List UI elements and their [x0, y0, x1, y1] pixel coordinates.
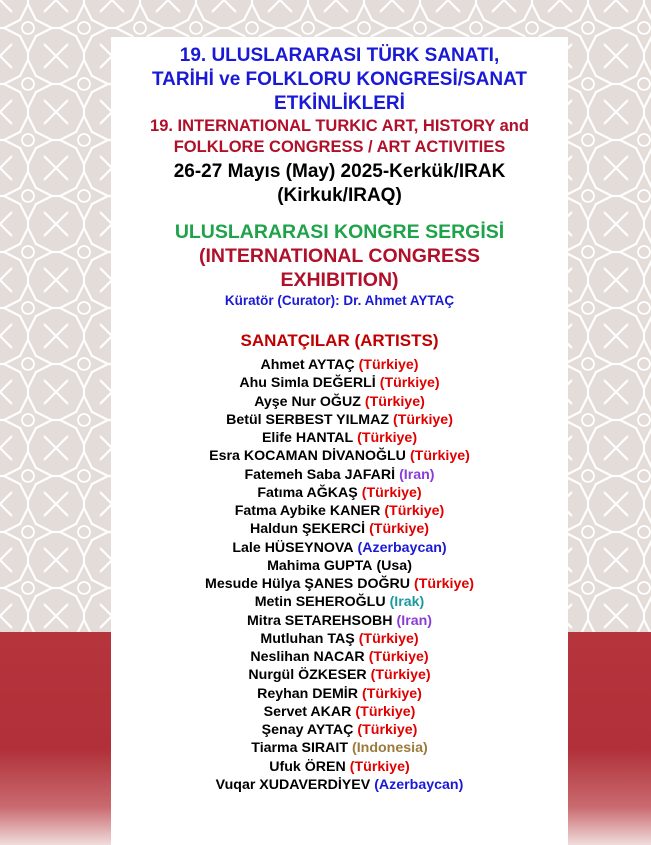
artist-country: (Türkiye)	[414, 576, 474, 592]
exhibition-title-en-line: (INTERNATIONAL CONGRESS	[199, 245, 480, 267]
artist-name: Lale HÜSEYNOVA	[232, 539, 354, 556]
congress-title-tr	[111, 44, 568, 116]
artist-name: Haldun ŞEKERCİ	[249, 521, 366, 538]
curator: Küratör (Curator): Dr. Ahmet AYTAÇ	[224, 293, 455, 308]
artist-item	[111, 466, 568, 484]
artist-item	[111, 703, 568, 721]
artist-country: (Türkiye)	[384, 503, 445, 519]
artist-name: Şenay AYTAÇ	[261, 722, 354, 738]
artist-name: Elife HANTAL	[261, 430, 354, 446]
artist-name: Reyhan DEMİR	[257, 685, 358, 702]
date-place-line: (Kirkuk/IRAQ)	[277, 185, 402, 206]
artist-item	[111, 630, 568, 648]
artist-item	[111, 447, 568, 465]
artist-country: (Azerbaycan)	[357, 539, 447, 556]
artist-name: Ufuk ÖREN	[269, 758, 346, 775]
artist-name: Ayşe Nur OĞUZ	[254, 393, 361, 410]
artist-name: Neslihan NACAR	[250, 649, 365, 665]
artist-item	[111, 685, 568, 703]
artist-country: (Türkiye)	[357, 430, 418, 446]
artist-country: (Iran)	[396, 612, 433, 629]
artist-item	[111, 520, 568, 538]
artist-country: (Türkiye)	[361, 484, 422, 501]
artist-item	[111, 393, 568, 411]
artist-country: (Türkiye)	[379, 375, 440, 392]
title-en-line: FOLKLORE CONGRESS / ART ACTIVITIES	[173, 138, 506, 156]
title-tr-line: 19. ULUSLARARASI TÜRK SANATI,	[179, 45, 500, 66]
artist-country: (Türkiye)	[369, 521, 429, 538]
artist-item	[111, 429, 568, 447]
poster-content	[111, 44, 568, 794]
artist-country: (Türkiye)	[370, 667, 431, 684]
artist-country: (Türkiye)	[368, 649, 429, 665]
artist-name: Mitra SETAREHSOBH	[246, 612, 393, 629]
artist-item	[111, 721, 568, 739]
artist-item	[111, 356, 568, 374]
artist-name: Ahu Simla DEĞERLİ	[239, 375, 376, 392]
artist-country: (Usa)	[376, 557, 412, 574]
artist-name: Betül SERBEST YILMAZ	[226, 411, 389, 428]
date-place	[111, 160, 568, 208]
artist-item	[111, 575, 568, 593]
artist-country: (Indonesia)	[352, 740, 428, 757]
artist-country: (Türkiye)	[393, 411, 453, 428]
artist-item	[111, 758, 568, 776]
artist-name: Fatma Aybike KANER	[234, 503, 381, 519]
artist-item	[111, 557, 568, 575]
artist-name: Fatıma AĞKAŞ	[257, 484, 358, 501]
artist-item	[111, 612, 568, 630]
artist-item	[111, 502, 568, 520]
artist-name: Fatemeh Saba JAFARİ	[244, 466, 396, 483]
artist-item	[111, 648, 568, 666]
artist-item	[111, 411, 568, 429]
artist-name: Mahima GUPTA	[267, 557, 373, 574]
artist-item	[111, 539, 568, 557]
artist-country: (Türkiye)	[361, 685, 422, 702]
congress-title-en	[111, 116, 568, 158]
title-tr-line: ETKİNLİKLERİ	[274, 93, 405, 114]
exhibition-title-tr: ULUSLARARASI KONGRE SERGİSİ	[174, 221, 505, 243]
artist-name: Esra KOCAMAN DİVANOĞLU	[209, 448, 406, 465]
artist-name: Servet AKAR	[263, 703, 352, 720]
artist-name: Mesude Hülya ŞANES DOĞRU	[205, 576, 411, 592]
artists-heading: SANATÇILAR (ARTISTS)	[240, 331, 439, 350]
exhibition-title-en-line: EXHIBITION)	[280, 269, 399, 291]
artist-country: (Azerbaycan)	[374, 776, 464, 793]
artist-name: Ahmet AYTAÇ	[260, 357, 355, 373]
artist-name: Nurgül ÖZKESER	[248, 667, 367, 684]
artist-country: (Irak)	[389, 594, 425, 611]
artist-name: Mutluhan TAŞ	[260, 630, 355, 647]
artist-item	[111, 666, 568, 684]
artist-name: Tiarma SIRAIT	[251, 740, 349, 757]
artist-country: (Türkiye)	[355, 703, 416, 720]
artist-country: (Iran)	[399, 466, 435, 483]
artist-name: Metin SEHEROĞLU	[254, 594, 386, 611]
artist-item	[111, 484, 568, 502]
artist-country: (Türkiye)	[358, 630, 419, 647]
artist-country: (Türkiye)	[357, 722, 418, 738]
artist-item	[111, 374, 568, 392]
artist-country: (Türkiye)	[358, 357, 419, 373]
artist-item	[111, 776, 568, 794]
exhibition-title-en	[111, 244, 568, 292]
artist-item	[111, 739, 568, 757]
artist-country: (Türkiye)	[349, 758, 410, 775]
artist-country: (Türkiye)	[364, 393, 425, 410]
title-tr-line: TARİHİ ve FOLKLORU KONGRESİ/SANAT	[151, 69, 528, 90]
artist-name: Vuqar XUDAVERDİYEV	[215, 776, 371, 793]
title-en-line: 19. INTERNATIONAL TURKIC ART, HISTORY and	[150, 117, 529, 135]
artist-item	[111, 593, 568, 611]
date-place-line: 26-27 Mayıs (May) 2025-Kerkük/IRAK	[173, 161, 506, 182]
artists-list	[111, 356, 568, 794]
artist-country: (Türkiye)	[409, 448, 470, 465]
